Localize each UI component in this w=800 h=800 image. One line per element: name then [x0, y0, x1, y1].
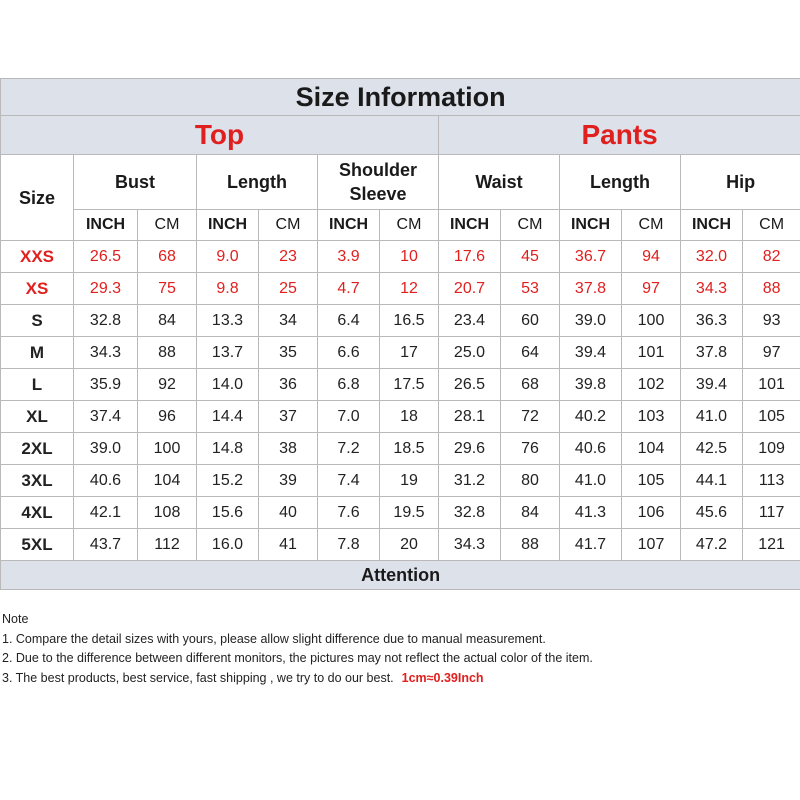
value-cell: 41.3	[560, 497, 622, 529]
value-cell: 28.1	[439, 401, 501, 433]
table-row	[1, 401, 800, 433]
value-cell: 41.7	[560, 529, 622, 561]
value-cell: 35	[259, 337, 318, 369]
hip-header: Hip	[681, 155, 800, 210]
conversion-note: 1cm≈0.39Inch	[401, 670, 484, 685]
value-cell: 44.1	[681, 465, 743, 497]
value-cell: 76	[501, 433, 560, 465]
value-cell: 6.6	[318, 337, 380, 369]
table-title: Size Information	[1, 79, 800, 116]
unit-inch: INCH	[318, 210, 380, 241]
value-cell: 25.0	[439, 337, 501, 369]
note-text: 3. The best products, best service, fast shipping , we try to do our best.	[2, 670, 394, 685]
value-cell: 37.4	[74, 401, 138, 433]
value-cell: 38	[259, 433, 318, 465]
value-cell: 84	[501, 497, 560, 529]
unit-cm: CM	[138, 210, 197, 241]
value-cell: 26.5	[74, 241, 138, 273]
value-cell: 34	[259, 305, 318, 337]
value-cell: 39	[259, 465, 318, 497]
value-cell: 53	[501, 273, 560, 305]
value-cell: 31.2	[439, 465, 501, 497]
note-item	[2, 669, 792, 689]
unit-cm: CM	[380, 210, 439, 241]
value-cell: 68	[501, 369, 560, 401]
value-cell: 32.8	[439, 497, 501, 529]
top-length-header: Length	[197, 155, 318, 210]
table-row	[1, 497, 800, 529]
waist-header: Waist	[439, 155, 560, 210]
size-cell: 3XL	[1, 465, 74, 497]
value-cell: 32.0	[681, 241, 743, 273]
size-table	[0, 78, 800, 590]
unit-inch: INCH	[74, 210, 138, 241]
table-row	[1, 337, 800, 369]
value-cell: 18	[380, 401, 439, 433]
value-cell: 10	[380, 241, 439, 273]
value-cell: 84	[138, 305, 197, 337]
value-cell: 25	[259, 273, 318, 305]
value-cell: 37.8	[560, 273, 622, 305]
value-cell: 80	[501, 465, 560, 497]
unit-cm: CM	[622, 210, 681, 241]
size-cell: 5XL	[1, 529, 74, 561]
table-row	[1, 529, 800, 561]
value-cell: 40.6	[74, 465, 138, 497]
shoulder-sleeve-header	[318, 155, 439, 210]
value-cell: 9.8	[197, 273, 259, 305]
size-cell: 2XL	[1, 433, 74, 465]
value-cell: 7.8	[318, 529, 380, 561]
value-cell: 45	[501, 241, 560, 273]
unit-inch: INCH	[681, 210, 743, 241]
value-cell: 15.2	[197, 465, 259, 497]
value-cell: 14.4	[197, 401, 259, 433]
value-cell: 17.6	[439, 241, 501, 273]
size-cell: M	[1, 337, 74, 369]
value-cell: 39.4	[560, 337, 622, 369]
value-cell: 32.8	[74, 305, 138, 337]
size-header: Size	[1, 155, 74, 241]
unit-inch: INCH	[439, 210, 501, 241]
pants-length-header: Length	[560, 155, 681, 210]
value-cell: 39.0	[74, 433, 138, 465]
size-cell: S	[1, 305, 74, 337]
value-cell: 42.5	[681, 433, 743, 465]
unit-cm: CM	[259, 210, 318, 241]
value-cell: 34.3	[439, 529, 501, 561]
value-cell: 13.3	[197, 305, 259, 337]
value-cell: 9.0	[197, 241, 259, 273]
value-cell: 109	[743, 433, 800, 465]
value-cell: 13.7	[197, 337, 259, 369]
value-cell: 93	[743, 305, 800, 337]
value-cell: 47.2	[681, 529, 743, 561]
value-cell: 97	[743, 337, 800, 369]
value-cell: 16.0	[197, 529, 259, 561]
value-cell: 23.4	[439, 305, 501, 337]
value-cell: 108	[138, 497, 197, 529]
value-cell: 17.5	[380, 369, 439, 401]
value-cell: 107	[622, 529, 681, 561]
value-cell: 117	[743, 497, 800, 529]
value-cell: 4.7	[318, 273, 380, 305]
value-cell: 100	[622, 305, 681, 337]
value-cell: 3.9	[318, 241, 380, 273]
unit-cm: CM	[743, 210, 800, 241]
value-cell: 15.6	[197, 497, 259, 529]
table-row	[1, 241, 800, 273]
value-cell: 104	[622, 433, 681, 465]
value-cell: 42.1	[74, 497, 138, 529]
size-cell: XS	[1, 273, 74, 305]
value-cell: 64	[501, 337, 560, 369]
bust-header: Bust	[74, 155, 197, 210]
value-cell: 104	[138, 465, 197, 497]
value-cell: 29.6	[439, 433, 501, 465]
value-cell: 112	[138, 529, 197, 561]
value-cell: 17	[380, 337, 439, 369]
attention-heading: Attention	[1, 561, 800, 590]
value-cell: 106	[622, 497, 681, 529]
value-cell: 39.4	[681, 369, 743, 401]
value-cell: 72	[501, 401, 560, 433]
value-cell: 88	[743, 273, 800, 305]
value-cell: 105	[622, 465, 681, 497]
value-cell: 34.3	[74, 337, 138, 369]
value-cell: 12	[380, 273, 439, 305]
value-cell: 101	[622, 337, 681, 369]
value-cell: 6.8	[318, 369, 380, 401]
value-cell: 103	[622, 401, 681, 433]
size-cell: L	[1, 369, 74, 401]
value-cell: 6.4	[318, 305, 380, 337]
shoulder-label: Shoulder	[338, 160, 417, 180]
group-pants: Pants	[439, 116, 800, 155]
sleeve-label: Sleeve	[349, 184, 407, 204]
value-cell: 20.7	[439, 273, 501, 305]
value-cell: 19.5	[380, 497, 439, 529]
value-cell: 100	[138, 433, 197, 465]
value-cell: 94	[622, 241, 681, 273]
value-cell: 40.6	[560, 433, 622, 465]
value-cell: 88	[501, 529, 560, 561]
unit-inch: INCH	[197, 210, 259, 241]
value-cell: 37.8	[681, 337, 743, 369]
value-cell: 26.5	[439, 369, 501, 401]
size-cell: 4XL	[1, 497, 74, 529]
notes	[2, 610, 792, 688]
table-row	[1, 305, 800, 337]
value-cell: 39.8	[560, 369, 622, 401]
value-cell: 36	[259, 369, 318, 401]
value-cell: 19	[380, 465, 439, 497]
value-cell: 121	[743, 529, 800, 561]
value-cell: 68	[138, 241, 197, 273]
size-chart	[0, 78, 800, 590]
value-cell: 29.3	[74, 273, 138, 305]
value-cell: 82	[743, 241, 800, 273]
value-cell: 7.0	[318, 401, 380, 433]
value-cell: 105	[743, 401, 800, 433]
value-cell: 39.0	[560, 305, 622, 337]
value-cell: 14.0	[197, 369, 259, 401]
note-item: 2. Due to the difference between different monitors, the pictures may not reflect the actual color of the item.	[2, 651, 593, 665]
value-cell: 7.6	[318, 497, 380, 529]
value-cell: 101	[743, 369, 800, 401]
notes-heading: Note	[2, 612, 29, 626]
value-cell: 16.5	[380, 305, 439, 337]
value-cell: 41.0	[681, 401, 743, 433]
value-cell: 34.3	[681, 273, 743, 305]
table-row	[1, 369, 800, 401]
value-cell: 113	[743, 465, 800, 497]
value-cell: 96	[138, 401, 197, 433]
value-cell: 23	[259, 241, 318, 273]
value-cell: 40.2	[560, 401, 622, 433]
value-cell: 41.0	[560, 465, 622, 497]
value-cell: 35.9	[74, 369, 138, 401]
size-rows	[1, 241, 800, 561]
size-cell: XL	[1, 401, 74, 433]
value-cell: 97	[622, 273, 681, 305]
value-cell: 102	[622, 369, 681, 401]
value-cell: 43.7	[74, 529, 138, 561]
unit-cm: CM	[501, 210, 560, 241]
unit-inch: INCH	[560, 210, 622, 241]
value-cell: 20	[380, 529, 439, 561]
value-cell: 41	[259, 529, 318, 561]
table-row	[1, 433, 800, 465]
value-cell: 7.2	[318, 433, 380, 465]
table-row	[1, 465, 800, 497]
value-cell: 14.8	[197, 433, 259, 465]
value-cell: 45.6	[681, 497, 743, 529]
note-item: 1. Compare the detail sizes with yours, please allow slight difference due to manual measurement.	[2, 631, 546, 646]
value-cell: 92	[138, 369, 197, 401]
value-cell: 75	[138, 273, 197, 305]
group-top: Top	[1, 116, 439, 155]
value-cell: 37	[259, 401, 318, 433]
value-cell: 60	[501, 305, 560, 337]
value-cell: 40	[259, 497, 318, 529]
table-row	[1, 273, 800, 305]
value-cell: 36.3	[681, 305, 743, 337]
size-cell: XXS	[1, 241, 74, 273]
value-cell: 18.5	[380, 433, 439, 465]
value-cell: 7.4	[318, 465, 380, 497]
value-cell: 88	[138, 337, 197, 369]
value-cell: 36.7	[560, 241, 622, 273]
